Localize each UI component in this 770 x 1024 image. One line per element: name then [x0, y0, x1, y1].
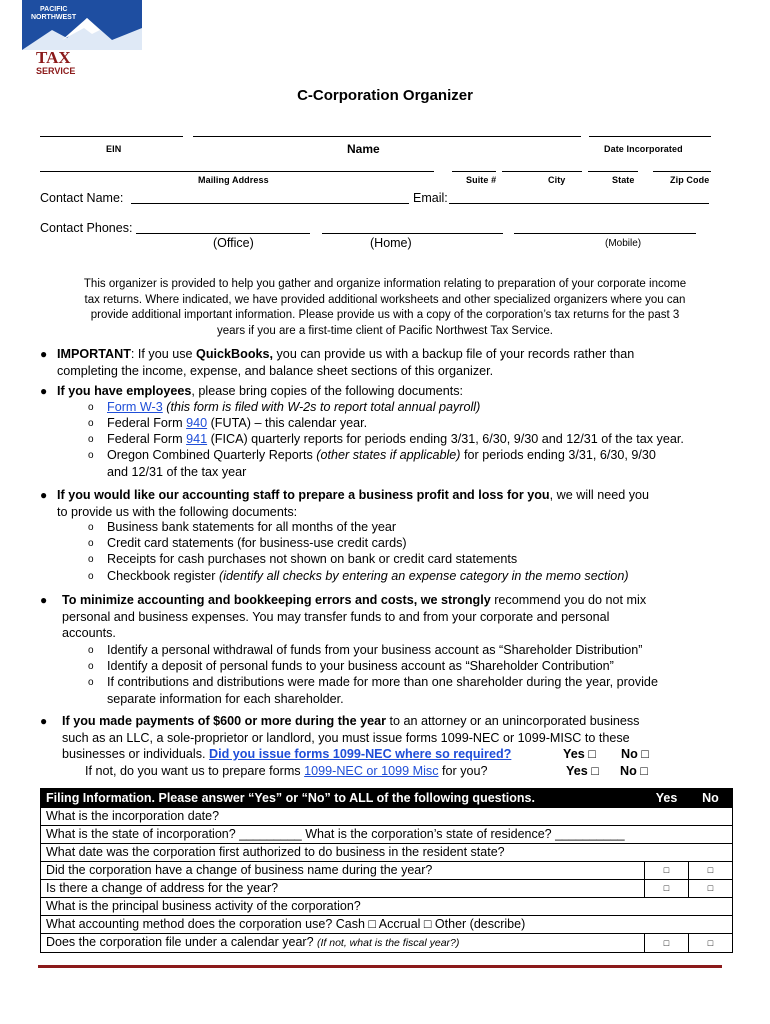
zip-code-label: Zip Code	[670, 175, 710, 185]
list-item: Identify a deposit of personal funds to your business account as “Shareholder Contribution”	[107, 659, 614, 673]
circle-bullet-icon: o	[88, 645, 94, 656]
circle-bullet-icon: o	[88, 661, 94, 672]
date-incorporated-field[interactable]	[589, 136, 711, 137]
name-change-no-checkbox[interactable]: □	[689, 862, 733, 880]
office-phone-label: (Office)	[213, 236, 254, 250]
name-change-yes-checkbox[interactable]: □	[645, 862, 689, 880]
date-incorporated-label: Date Incorporated	[604, 144, 683, 154]
logo-text-tax: TAX	[36, 48, 71, 67]
table-row	[41, 862, 733, 880]
address-change-yes-checkbox[interactable]: □	[645, 880, 689, 898]
table-row	[41, 916, 733, 934]
mailing-address-label: Mailing Address	[198, 175, 269, 185]
bullet-icon: ●	[40, 347, 48, 361]
city-field[interactable]	[502, 171, 582, 172]
footer-divider	[38, 965, 722, 968]
table-header-row	[41, 789, 733, 808]
bullet-icon: ●	[40, 384, 48, 398]
list-item: Form W-3 (this form is filed with W-2s to report total annual payroll)	[107, 400, 481, 414]
bullet-icon: ●	[40, 593, 48, 607]
list-item: Federal Form 941 (FICA) quarterly reports for periods ending 3/31, 6/30, 9/30 and 12/31 of the tax year.	[107, 432, 684, 446]
authorized-date-question[interactable]: What date was the corporation first authorized to do business in the resident state?	[41, 844, 733, 862]
contact-name-field[interactable]	[131, 203, 409, 204]
circle-bullet-icon: o	[88, 522, 94, 533]
circle-bullet-icon: o	[88, 450, 94, 461]
list-item: Business bank statements for all months of the year	[107, 520, 397, 534]
form-1099-section: If you made payments of $600 or more during the year to an attorney or an unincorporated business such as an LLC, a sole-proprietor or landlord, you must issue forms 1099-NEC or 1099-MISC to these businesses or individuals. Did you issue forms 1099-NEC where so required?	[62, 714, 640, 761]
bullet-icon: ●	[40, 488, 48, 502]
bookkeeping-section: To minimize accounting and bookkeeping errors and costs, we strongly recommend you do not mix personal and business expenses. You may transfer funds to and from your corporate and personal accounts.	[62, 593, 647, 640]
email-label: Email:	[413, 191, 448, 205]
state-field[interactable]	[588, 171, 638, 172]
name-change-question: Did the corporation have a change of business name during the year?	[41, 862, 645, 880]
calendar-year-question: Does the corporation file under a calendar year? (If not, what is the fiscal year?)	[41, 934, 645, 953]
list-item: Receipts for cash purchases not shown on bank or credit card statements	[107, 552, 518, 566]
state-incorporation-question[interactable]: What is the state of incorporation? _________ What is the corporation’s state of residence? __________	[41, 826, 733, 844]
home-phone-label: (Home)	[370, 236, 412, 250]
form-w3-link[interactable]: Form W-3	[107, 400, 163, 414]
table-row	[41, 880, 733, 898]
circle-bullet-icon: o	[88, 554, 94, 565]
contact-phones-label: Contact Phones:	[40, 221, 133, 235]
accounting-method-question[interactable]: What accounting method does the corporation use? Cash □ Accrual □ Other (describe)	[41, 916, 733, 934]
city-label: City	[548, 175, 566, 185]
profit-loss-section: If you would like our accounting staff to prepare a business profit and loss for you, we will need you to provide us with the following documents:	[57, 488, 650, 519]
table-row	[41, 898, 733, 916]
list-item: Oregon Combined Quarterly Reports (other states if applicable) for periods ending 3/31, 6/30, 9/30 and 12/31 of the tax year	[107, 448, 656, 479]
logo-text-line1: PACIFIC	[40, 6, 68, 13]
list-item: Identify a personal withdrawal of funds from your business account as “Shareholder Distribution”	[107, 643, 643, 657]
list-item: Federal Form 940 (FUTA) – this calendar year.	[107, 416, 368, 430]
business-activity-question[interactable]: What is the principal business activity of the corporation?	[41, 898, 733, 916]
issued-1099-question-link[interactable]: Did you issue forms 1099-NEC where so required?	[209, 747, 512, 761]
contact-name-label: Contact Name:	[40, 191, 124, 205]
pacific-northwest-tax-logo	[22, 0, 142, 82]
mailing-address-field[interactable]	[40, 171, 434, 172]
circle-bullet-icon: o	[88, 418, 94, 429]
prepare-1099-yes-checkbox[interactable]: Yes □	[566, 764, 599, 778]
intro-line: This organizer is provided to help you gather and organize information relating to preparation of your corporate income	[83, 278, 687, 290]
calendar-year-yes-checkbox[interactable]: □	[645, 934, 689, 953]
intro-paragraph	[40, 277, 730, 339]
intro-line: years if you are a first-time client of Pacific Northwest Tax Service.	[217, 324, 553, 337]
circle-bullet-icon: o	[88, 571, 94, 582]
form-1099-link[interactable]: 1099-NEC or 1099 Misc	[304, 764, 439, 778]
name-field[interactable]	[193, 136, 581, 137]
logo-text-line2: NORTHWEST	[31, 14, 77, 21]
ein-field[interactable]	[40, 136, 183, 137]
filing-information-table	[40, 788, 733, 953]
important-quickbooks-note: IMPORTANT: If you use QuickBooks, you can provide us with a backup file of your records rather than completing the income, expense, and balance sheet sections of this organizer.	[57, 347, 635, 378]
incorporation-date-question[interactable]: What is the incorporation date?	[41, 808, 733, 826]
prepare-1099-question: If not, do you want us to prepare forms 1099-NEC or 1099 Misc for you?	[85, 764, 488, 778]
table-row	[41, 826, 733, 844]
form-940-link[interactable]: 940	[186, 416, 208, 430]
filing-header: Filing Information. Please answer “Yes” or “No” to ALL of the following questions.	[41, 789, 645, 808]
table-row	[41, 844, 733, 862]
ein-label: EIN	[106, 144, 122, 154]
circle-bullet-icon: o	[88, 677, 94, 688]
list-item: Checkbook register (identify all checks by entering an expense category in the memo section)	[107, 569, 629, 583]
office-phone-field[interactable]	[136, 233, 310, 234]
mobile-phone-label: (Mobile)	[605, 238, 642, 249]
suite-label: Suite #	[466, 175, 497, 185]
zip-code-field[interactable]	[653, 171, 711, 172]
mobile-phone-field[interactable]	[514, 233, 696, 234]
list-item: If contributions and distributions were made for more than one shareholder during the year, provide separate information for each shareholder.	[107, 675, 658, 706]
state-label: State	[612, 175, 635, 185]
table-row	[41, 808, 733, 826]
table-row	[41, 934, 733, 953]
circle-bullet-icon: o	[88, 402, 94, 413]
no-column-header: No	[689, 789, 733, 808]
yes-column-header: Yes	[645, 789, 689, 808]
bullet-icon: ●	[40, 714, 48, 728]
address-change-no-checkbox[interactable]: □	[689, 880, 733, 898]
intro-line: tax returns. Where indicated, we have provided additional worksheets and other specialized organizers where you can	[84, 293, 686, 306]
intro-line: provide additional important information. Please provide us with a copy of the corporation’s tax returns for the past 3	[90, 309, 680, 321]
circle-bullet-icon: o	[88, 434, 94, 445]
employees-section: If you have employees, please bring copies of the following documents:	[57, 384, 464, 398]
name-label: Name	[347, 142, 380, 156]
calendar-year-no-checkbox[interactable]: □	[689, 934, 733, 953]
issued-1099-no-checkbox[interactable]: No □	[621, 747, 649, 761]
logo-text-service: SERVICE	[36, 66, 76, 76]
home-phone-field[interactable]	[322, 233, 503, 234]
suite-field[interactable]	[452, 171, 496, 172]
email-field[interactable]	[449, 203, 709, 204]
page-title: C-Corporation Organizer	[297, 87, 473, 104]
list-item: Credit card statements (for business-use credit cards)	[107, 536, 407, 550]
prepare-1099-no-checkbox[interactable]: No □	[620, 764, 648, 778]
circle-bullet-icon: o	[88, 538, 94, 549]
address-change-question: Is there a change of address for the year?	[41, 880, 645, 898]
issued-1099-yes-checkbox[interactable]: Yes □	[563, 747, 596, 761]
form-941-link[interactable]: 941	[186, 432, 208, 446]
